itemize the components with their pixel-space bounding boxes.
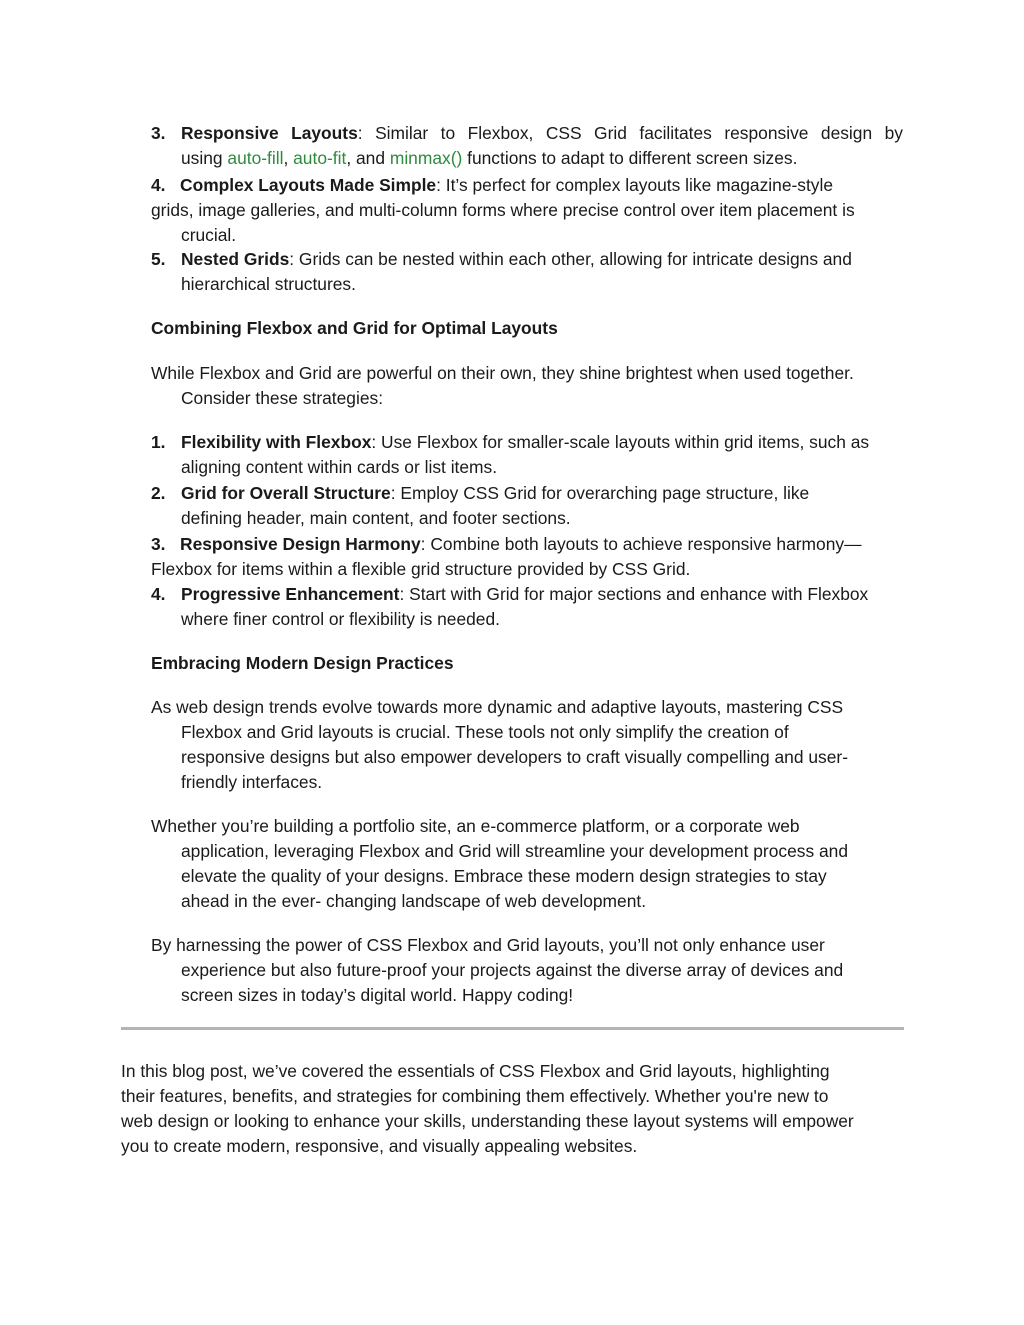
paragraph-line: their features, benefits, and strategies for combining them effectively. Whether you're new to <box>121 1086 829 1106</box>
list-item-nested-grids <box>151 247 903 297</box>
code-minmax: minmax() <box>389 148 463 168</box>
separator-text: , <box>283 148 294 168</box>
list-item-text: : Grids can be nested within each other, allowing for intricate designs and <box>289 249 852 269</box>
list-number: 5. <box>151 249 166 269</box>
list-item-title: Grid for Overall Structure <box>181 483 391 503</box>
paragraph-line: Whether you’re building a portfolio site, an e-commerce platform, or a corporate web <box>151 816 800 836</box>
list-item-text: : Start with Grid for major sections and enhance with Flexbox <box>399 584 869 604</box>
list-item-text: crucial. <box>181 225 237 245</box>
list-item-progressive-enhancement <box>151 582 903 632</box>
list-item-flexibility-with-flexbox <box>151 430 903 480</box>
summary-paragraph <box>121 1059 904 1159</box>
list-item-text: hierarchical structures. <box>181 274 356 294</box>
list-item-text: where finer control or flexibility is needed. <box>181 609 500 629</box>
list-number: 1. <box>151 432 166 452</box>
paragraph-modern-1 <box>151 695 903 795</box>
list-item-text: : Similar to Flexbox, CSS Grid facilitates responsive design by <box>357 123 903 143</box>
list-item-text: : Employ CSS Grid for overarching page structure, like <box>390 483 810 503</box>
paragraph-line: ahead in the ever- changing landscape of web development. <box>181 891 647 911</box>
code-auto-fit: auto-fit <box>293 148 347 168</box>
horizontal-divider <box>121 1027 904 1030</box>
list-item-text: Flexbox for items within a flexible grid structure provided by CSS Grid. <box>151 559 691 579</box>
paragraph-line: responsive designs but also empower developers to craft visually compelling and user- <box>181 747 848 767</box>
list-number: 2. <box>151 483 166 503</box>
paragraph-line: screen sizes in today’s digital world. Happy coding! <box>181 985 574 1005</box>
list-item-text: : Use Flexbox for smaller-scale layouts within grid items, such as <box>371 432 870 452</box>
list-number: 3. <box>151 123 166 143</box>
paragraph-line: experience but also future-proof your projects against the diverse array of devices and <box>181 960 844 980</box>
list-item-title: Progressive Enhancement <box>181 584 400 604</box>
paragraph-line: you to create modern, responsive, and visually appealing websites. <box>121 1136 638 1156</box>
list-item-responsive-design-harmony <box>151 532 903 582</box>
list-item-text: : Combine both layouts to achieve responsive harmony— <box>420 534 862 554</box>
list-number: 4. <box>151 584 166 604</box>
paragraph-line: As web design trends evolve towards more dynamic and adaptive layouts, mastering CSS <box>151 697 844 717</box>
list-item-responsive-layouts <box>151 121 903 171</box>
section-heading-combining: Combining Flexbox and Grid for Optimal Layouts <box>151 318 558 338</box>
list-item-text: functions to adapt to different screen sizes. <box>462 148 798 168</box>
list-item-text: using <box>181 148 228 168</box>
paragraph-line: While Flexbox and Grid are powerful on their own, they shine brightest when used together. <box>151 363 854 383</box>
paragraph-line: In this blog post, we’ve covered the essentials of CSS Flexbox and Grid layouts, highlighting <box>121 1061 830 1081</box>
paragraph-line: friendly interfaces. <box>181 772 323 792</box>
paragraph-modern-3 <box>151 933 903 1008</box>
paragraph-line: By harnessing the power of CSS Flexbox and Grid layouts, you’ll not only enhance user <box>151 935 825 955</box>
paragraph-line: Consider these strategies: <box>181 388 384 408</box>
paragraph-line: application, leveraging Flexbox and Grid will streamline your development process and <box>181 841 848 861</box>
list-item-title: Flexibility with Flexbox <box>181 432 372 452</box>
list-number: 4. <box>151 175 166 195</box>
list-item-text: aligning content within cards or list items. <box>181 457 498 477</box>
paragraph-combining-intro <box>151 361 903 411</box>
list-item-title: Complex Layouts Made Simple <box>180 175 437 195</box>
paragraph-line: web design or looking to enhance your skills, understanding these layout systems will empower <box>121 1111 854 1131</box>
section-heading-modern-practices: Embracing Modern Design Practices <box>151 653 454 673</box>
paragraph-line: Flexbox and Grid layouts is crucial. These tools not only simplify the creation of <box>181 722 789 742</box>
paragraph-line: elevate the quality of your designs. Embrace these modern design strategies to stay <box>181 866 827 886</box>
list-item-title: Responsive Layouts <box>181 123 358 143</box>
list-item-text: : It’s perfect for complex layouts like magazine-style <box>436 175 834 195</box>
list-item-text: defining header, main content, and footer sections. <box>181 508 571 528</box>
paragraph-modern-2 <box>151 814 903 914</box>
list-item-title: Nested Grids <box>181 249 290 269</box>
list-item-complex-layouts <box>151 173 903 248</box>
list-number: 3. <box>151 534 166 554</box>
separator-text: , and <box>346 148 390 168</box>
list-item-grid-for-overall-structure <box>151 481 903 531</box>
list-item-text: grids, image galleries, and multi-column forms where precise control over item placement is <box>151 200 855 220</box>
list-item-title: Responsive Design Harmony <box>180 534 421 554</box>
code-auto-fill: auto-fill <box>227 148 284 168</box>
